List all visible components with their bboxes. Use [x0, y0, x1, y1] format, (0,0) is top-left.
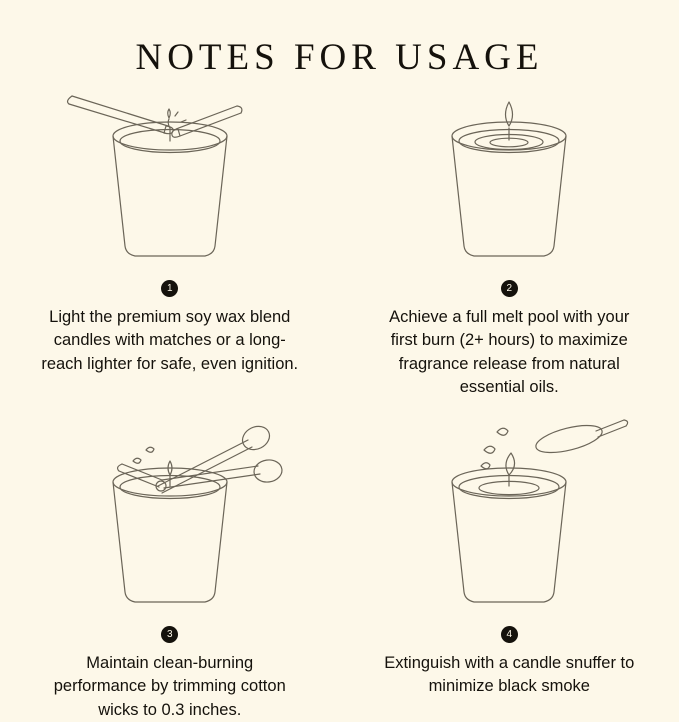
page-title: NOTES FOR USAGE [0, 0, 679, 79]
candle-with-melt-pool-icon [364, 92, 654, 280]
step-card-3 [0, 414, 340, 722]
step-caption: Maintain clean-burning performance by trimming cotton wicks to 0.3 inches. [40, 652, 300, 722]
step-card-1 [0, 92, 340, 400]
step-number-badge: 1 [161, 280, 178, 297]
candle-with-matches-icon [25, 92, 315, 280]
step-caption: Light the premium soy wax blend candles with matches or a long-reach lighter for safe, even ignition. [40, 306, 300, 376]
candle-with-snuffer-icon [364, 414, 654, 626]
steps-grid [0, 92, 679, 722]
step-card-2 [340, 92, 679, 400]
step-caption: Achieve a full melt pool with your first burn (2+ hours) to maximize fragrance release from natural essential oils. [379, 306, 639, 400]
step-caption: Extinguish with a candle snuffer to minimize black smoke [379, 652, 639, 699]
step-number-badge: 4 [501, 626, 518, 643]
step-number-badge: 3 [161, 626, 178, 643]
step-number-badge: 2 [501, 280, 518, 297]
candle-with-wick-trimmer-icon [25, 414, 315, 626]
step-card-4 [340, 414, 679, 722]
